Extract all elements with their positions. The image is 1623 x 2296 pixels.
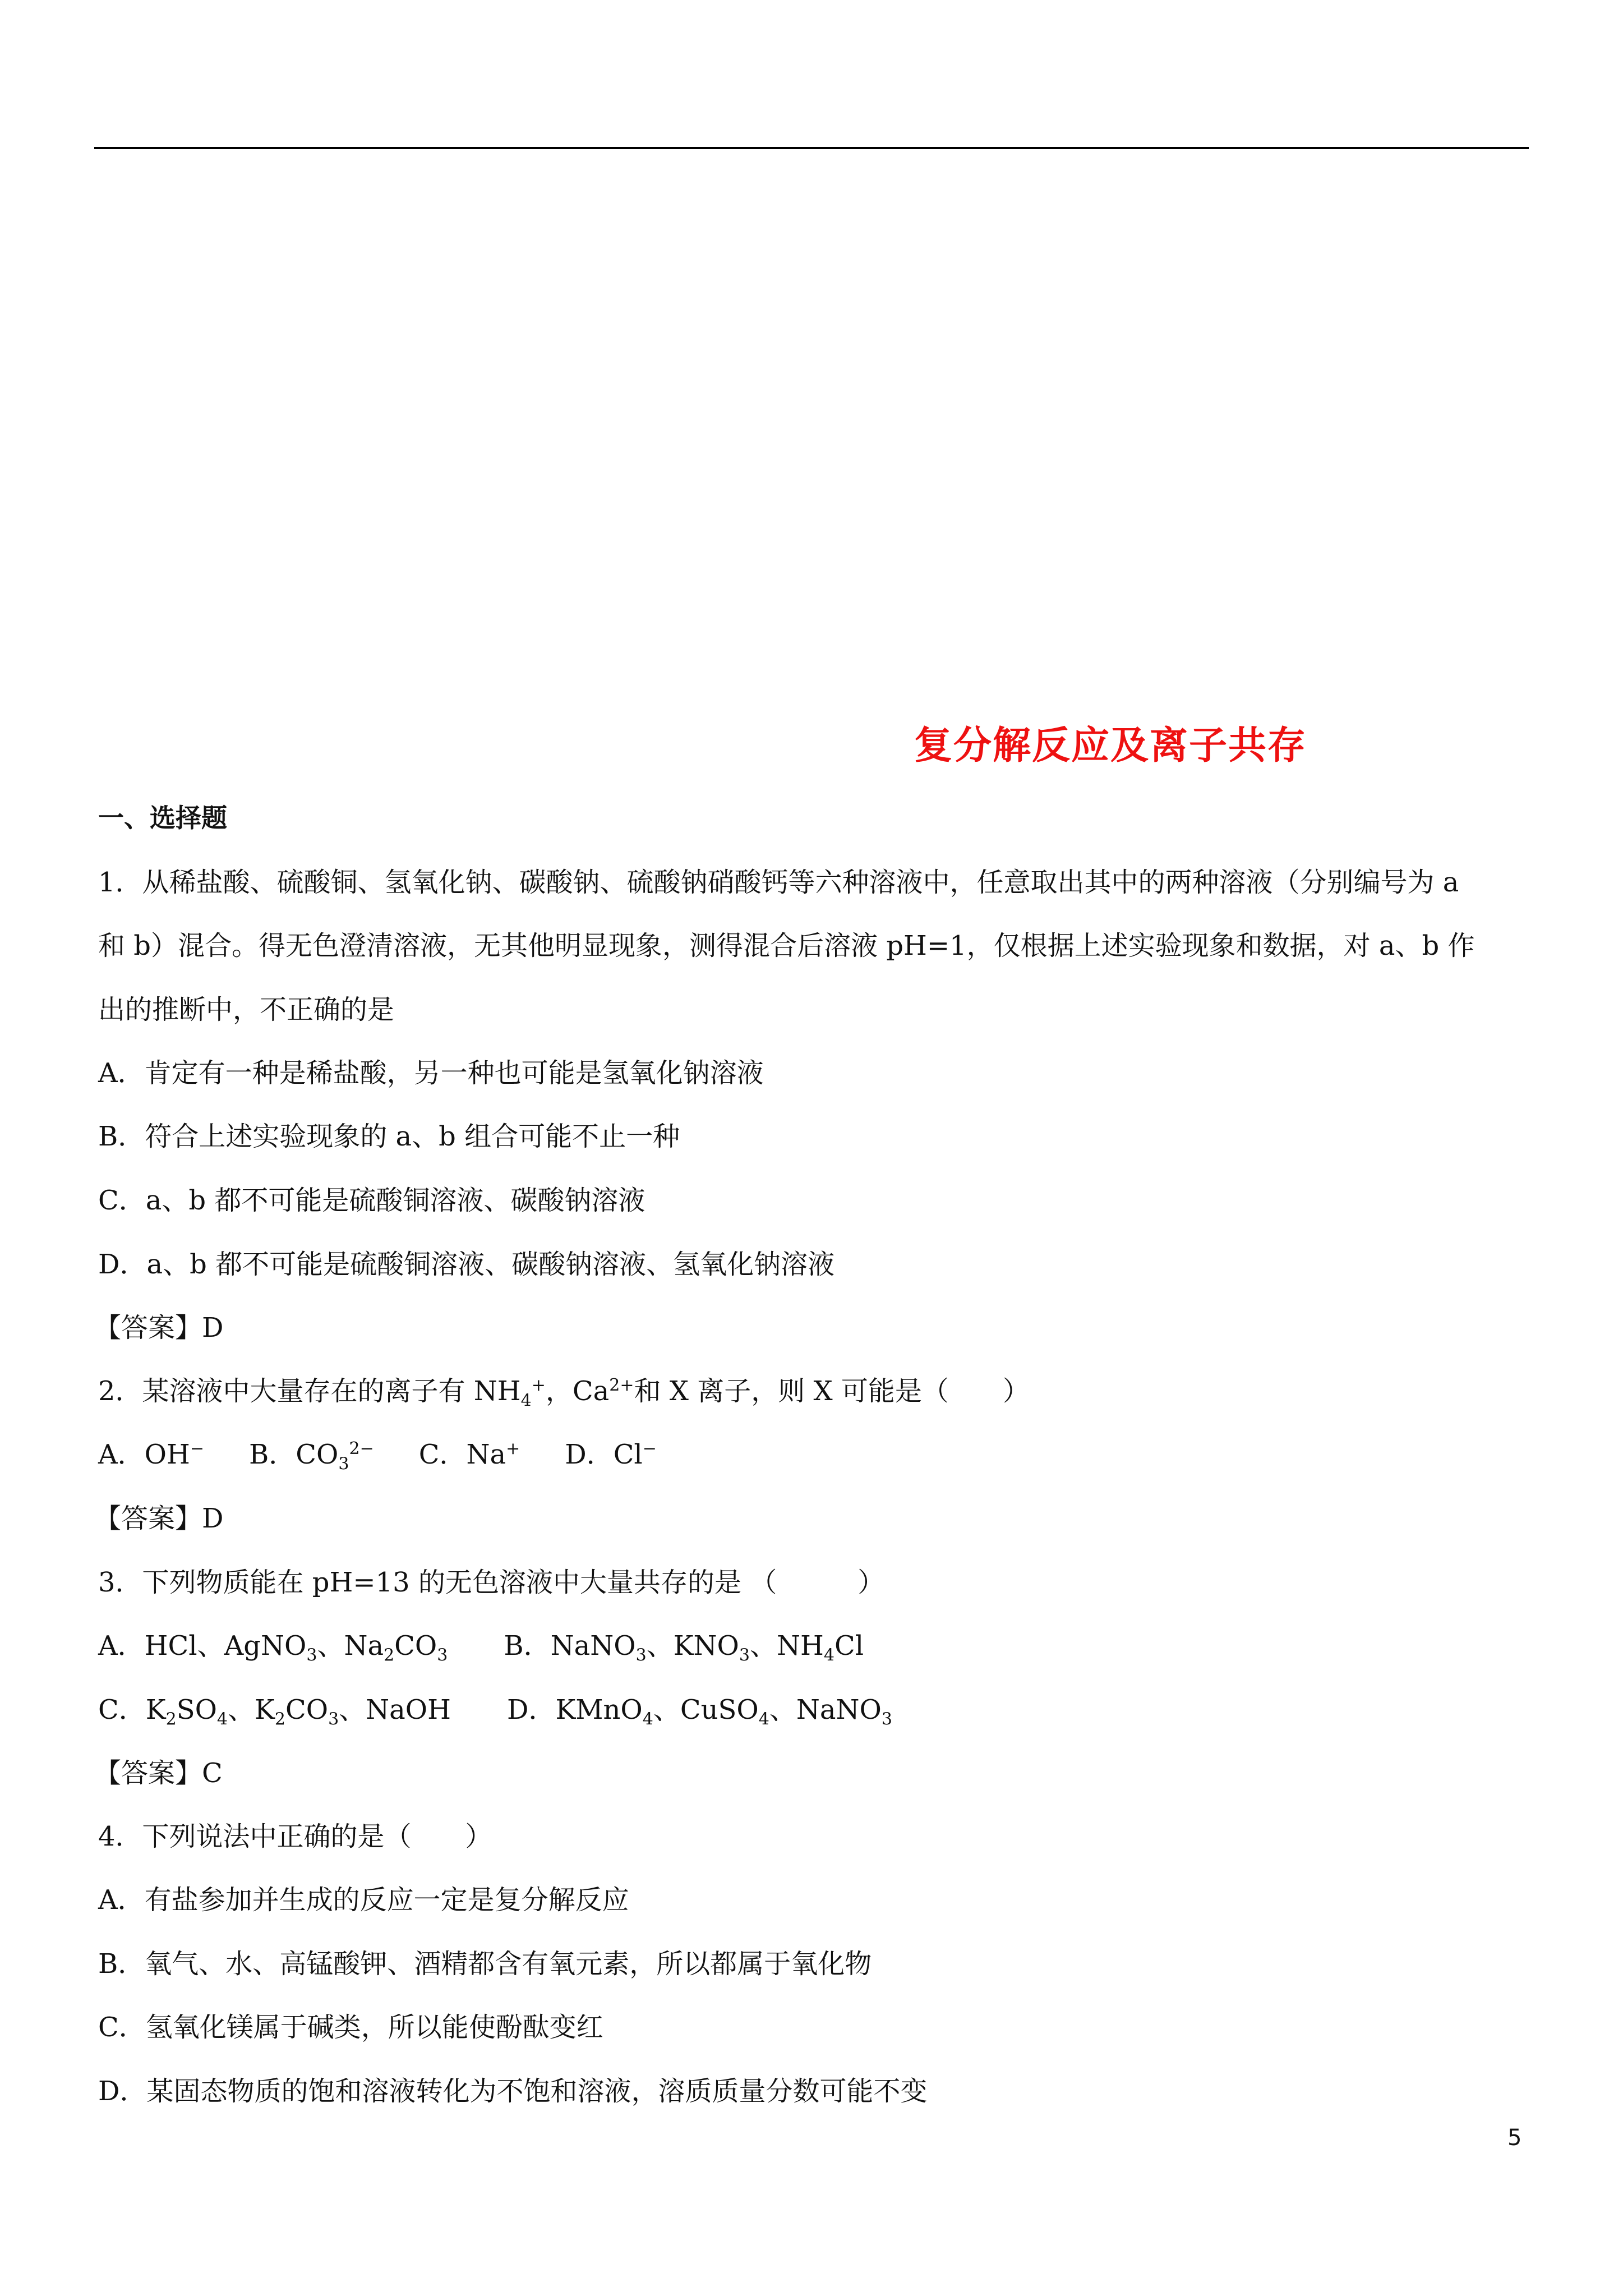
subscript: 2 xyxy=(274,1709,285,1729)
q1-option-d: D．a、b 都不可能是硫酸铜溶液、碳酸钠溶液、氢氧化钠溶液 xyxy=(98,1249,835,1280)
subscript: 3 xyxy=(306,1645,317,1665)
q2-option-c xyxy=(419,1438,520,1471)
q3-option-b-part: 、NH xyxy=(750,1630,824,1662)
subscript: 3 xyxy=(328,1709,339,1729)
q2-option-a-charge: − xyxy=(190,1439,205,1458)
subscript: 4 xyxy=(823,1645,834,1665)
q3-option-c-part: C．K xyxy=(98,1694,166,1726)
subscript: 4 xyxy=(758,1709,769,1729)
q3-option-a-part: A．HCl、AgNO xyxy=(98,1630,307,1662)
q3-options-cd xyxy=(98,1693,892,1727)
q3-option-b-part: B．NaNO xyxy=(504,1630,636,1662)
q4-stem: 4．下列说法中正确的是（ ） xyxy=(98,1821,492,1852)
q2-nh4-subscript: 4 xyxy=(520,1391,532,1411)
q3-option-a xyxy=(98,1629,448,1663)
page-number: 5 xyxy=(1507,2125,1522,2151)
q2-option-b-subscript: 3 xyxy=(338,1454,349,1474)
subscript: 3 xyxy=(635,1645,647,1665)
q2-option-d xyxy=(565,1438,657,1471)
q4-option-a: A．有盐参加并生成的反应一定是复分解反应 xyxy=(98,1884,629,1916)
q2-options xyxy=(98,1438,657,1474)
subscript: 2 xyxy=(384,1645,395,1665)
q4-option-d: D．某固态物质的饱和溶液转化为不饱和溶液，溶质质量分数可能不变 xyxy=(98,2076,928,2107)
q2-option-a xyxy=(98,1438,204,1471)
q1-stem-line-1: 1．从稀盐酸、硫酸铜、氢氧化钠、碳酸钠、硫酸钠硝酸钙等六种溶液中，任意取出其中的两种溶液（分别编号为 a xyxy=(98,867,1459,898)
q3-option-d-part: 、CuSO xyxy=(653,1694,759,1726)
q1-stem-line-2: 和 b）混合。得无色澄清溶液，无其他明显现象，测得混合后溶液 pH=1，仅根据上述实验现象和数据，对 a、b 作 xyxy=(98,930,1475,961)
subscript: 2 xyxy=(165,1709,177,1729)
subscript: 3 xyxy=(437,1645,448,1665)
q3-option-a-part: 、Na xyxy=(317,1630,384,1662)
subscript: 3 xyxy=(739,1645,750,1665)
q2-stem-post: 和 X 离子，则 X 可能是（ ） xyxy=(634,1375,1030,1407)
q2-option-b-charge: 2− xyxy=(349,1439,374,1458)
q3-option-c-part: SO xyxy=(176,1694,217,1726)
header-rule xyxy=(94,147,1529,149)
q2-option-c-charge: + xyxy=(506,1439,520,1458)
q3-option-a-part: CO xyxy=(394,1630,437,1662)
q3-option-c-part: 、K xyxy=(228,1694,275,1726)
q4-option-c: C．氢氧化镁属于碱类，所以能使酚酞变红 xyxy=(98,2012,603,2043)
q3-option-d-part: D．KMnO xyxy=(507,1694,643,1726)
q2-option-a-text: A．OH xyxy=(98,1439,190,1470)
q2-stem-mid: ，Ca xyxy=(545,1375,610,1407)
q3-option-b xyxy=(504,1629,864,1663)
q2-ca-charge: 2+ xyxy=(609,1375,634,1395)
q2-option-b xyxy=(249,1438,374,1474)
q3-option-c-part: CO xyxy=(285,1694,329,1726)
q2-option-d-text: D．Cl xyxy=(565,1439,643,1470)
q1-option-b: B．符合上述实验现象的 a、b 组合可能不止一种 xyxy=(98,1121,680,1152)
q3-option-d xyxy=(507,1693,892,1727)
q3-option-c xyxy=(98,1693,451,1727)
q2-option-d-charge: − xyxy=(642,1439,657,1458)
q2-option-c-text: C．Na xyxy=(418,1439,506,1470)
document-title: 复分解反应及离子共存 xyxy=(914,724,1307,768)
q3-option-d-part: 、NaNO xyxy=(769,1694,882,1726)
q1-option-c: C．a、b 都不可能是硫酸铜溶液、碳酸钠溶液 xyxy=(98,1185,645,1216)
q3-stem: 3．下列物质能在 pH=13 的无色溶液中大量共存的是 （ ） xyxy=(98,1567,885,1598)
q1-option-a: A．肯定有一种是稀盐酸，另一种也可能是氢氧化钠溶液 xyxy=(98,1057,764,1089)
q2-stem-pre: 2．某溶液中大量存在的离子有 NH xyxy=(98,1375,521,1407)
subscript: 4 xyxy=(216,1709,228,1729)
q3-options-ab xyxy=(98,1629,864,1663)
q2-nh4-charge: + xyxy=(531,1375,546,1395)
q4-option-b: B．氧气、水、高锰酸钾、酒精都含有氧元素，所以都属于氧化物 xyxy=(98,1948,872,1980)
q3-answer: 【答案】C xyxy=(94,1757,223,1789)
q3-option-b-part: Cl xyxy=(834,1630,864,1662)
q2-answer: 【答案】D xyxy=(94,1503,224,1534)
subscript: 4 xyxy=(642,1709,653,1729)
subscript: 3 xyxy=(881,1709,892,1729)
q1-stem-line-3: 出的推断中，不正确的是 xyxy=(98,994,395,1025)
q3-option-c-part: 、NaOH xyxy=(339,1694,451,1726)
q2-option-b-text: B．CO xyxy=(249,1439,339,1470)
q2-stem xyxy=(98,1374,1030,1411)
q3-option-b-part: 、KNO xyxy=(646,1630,739,1662)
section-heading: 一、选择题 xyxy=(98,803,227,833)
q1-answer: 【答案】D xyxy=(94,1312,224,1343)
